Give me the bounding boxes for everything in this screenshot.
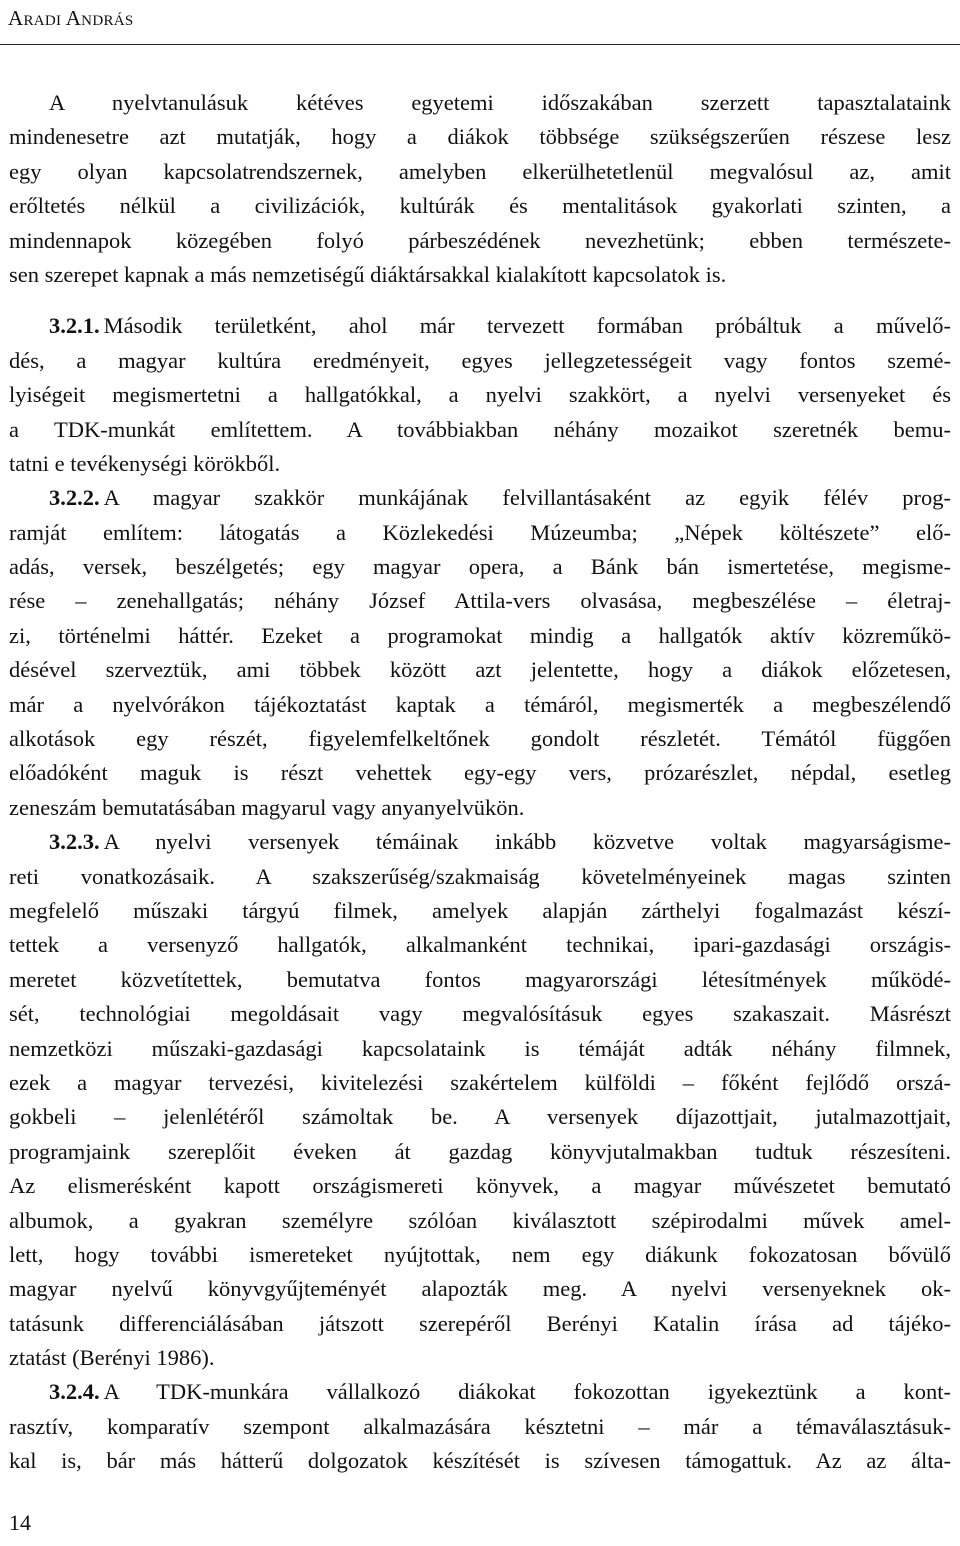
text-line [9, 120, 951, 154]
section-number: 3.2.2. [49, 485, 100, 511]
text-line [9, 1238, 951, 1272]
text-line [9, 309, 951, 343]
line-text: rése – zenehallgatás; néhány József Attila-vers olvasása, megbeszélése – életraj- [9, 588, 951, 614]
text-line [9, 653, 951, 687]
line-text: zi, történelmi háttér. Ezeket a programokat mindig a hallgatók aktív közreműkö- [9, 622, 951, 648]
line-text: ezek a magyar tervezési, kivitelezési szakértelem külföldi – főként fejlődő orszá- [9, 1069, 951, 1095]
text-line [9, 928, 951, 962]
line-text: adás, versek, beszélgetés; egy magyar opera, a Bánk bán ismertetése, megisme- [9, 554, 951, 580]
line-text: A TDK-munkára vállalkozó diákokat fokozottan igyekeztünk a kont- [103, 1379, 951, 1405]
line-text: lett, hogy további ismereteket nyújtottak, nem egy diákunk fokozatosan bővülő [9, 1241, 951, 1267]
text-line [9, 584, 951, 618]
body-text [9, 86, 951, 1479]
text-line [9, 1307, 951, 1341]
text-line [9, 756, 951, 790]
text-line [9, 825, 951, 859]
text-line [9, 86, 951, 120]
page-number: 14 [9, 1510, 31, 1535]
line-text: tatni e tevékenységi körökből. [9, 450, 281, 476]
line-text: tatásunk differenciálásában játszott szerepéről Berényi Katalin írása ad tájéko- [9, 1310, 951, 1336]
section-number: 3.2.4. [49, 1379, 100, 1405]
text-line [9, 1100, 951, 1134]
line-text: tettek a versenyző hallgatók, alkalmanként technikai, ipari-gazdasági országis- [9, 932, 951, 958]
text-line [9, 189, 951, 223]
text-line [9, 447, 951, 481]
text-line [9, 1169, 951, 1203]
line-text: erőltetés nélkül a civilizációk, kultúrák és mentalitások gyakorlati szinten, a [9, 193, 951, 219]
line-text: désével szerveztük, ami többek között azt jelentette, hogy a diákok előzetesen, [9, 657, 951, 683]
line-text: előadóként maguk is részt vehettek egy-egy vers, prózarészlet, népdal, esetleg [9, 760, 951, 786]
text-line [9, 1066, 951, 1100]
line-text: mindenesetre azt mutatják, hogy a diákok többsége szükségszerűen részese lesz [9, 124, 951, 150]
text-line [9, 550, 951, 584]
line-text: ramját említem: látogatás a Közlekedési Múzeumba; „Népek költészete” elő- [9, 519, 951, 545]
line-text: már a nyelvórákon tájékoztatást kaptak a témáról, megismerték a megbeszélendő [9, 691, 951, 717]
text-line [9, 1341, 951, 1375]
text-line [9, 619, 951, 653]
text-line [9, 722, 951, 756]
text-line [9, 481, 951, 515]
line-text: mindennapok közegében folyó párbeszédének nevezhetünk; ebben természete- [9, 227, 951, 253]
line-text: sen szerepet kapnak a más nemzetiségű diáktársakkal kialakított kapcsolatok is. [9, 261, 727, 287]
line-text: kal is, bár más hátterű dolgozatok készítését is szívesen támogattuk. Az az álta- [9, 1448, 951, 1474]
line-text: a TDK-munkát említettem. A továbbiakban néhány mozaikot szeretnék bemu- [9, 416, 951, 442]
text-line [9, 688, 951, 722]
line-text: Második területként, ahol már tervezett formában próbáltuk a művelő- [103, 313, 951, 339]
line-text: A magyar szakkör munkájának felvillantásaként az egyik félév prog- [103, 485, 951, 511]
text-line [9, 1410, 951, 1444]
text-line [9, 516, 951, 550]
text-line [9, 1272, 951, 1306]
text-line [9, 963, 951, 997]
text-line [9, 224, 951, 258]
text-line [9, 344, 951, 378]
header-rule [0, 44, 960, 45]
text-line [9, 997, 951, 1031]
text-line [9, 155, 951, 189]
line-text: nemzetközi műszaki-gazdasági kapcsolataink is témáját adták néhány filmnek, [9, 1035, 951, 1061]
line-text: A nyelvtanulásuk kétéves egyetemi időszakában szerzett tapasztalataink [49, 90, 951, 115]
running-head: Aradi András [8, 6, 134, 30]
line-text: dés, a magyar kultúra eredményeit, egyes jellegzetességeit vagy fontos szemé- [9, 347, 951, 373]
text-line [9, 378, 951, 412]
text-line [9, 258, 951, 292]
line-text: ztatást (Berényi 1986). [9, 1345, 215, 1371]
line-text: megfelelő műszaki tárgyú filmek, amelyek alapján zárthelyi fogalmazást készí- [9, 897, 951, 923]
text-line [9, 894, 951, 928]
text-line [9, 413, 951, 447]
line-text: A nyelvi versenyek témáinak inkább közvetve voltak magyarságisme- [103, 829, 951, 855]
line-text: alkotások egy részét, figyelemfelkeltőnek gondolt részletét. Témától függően [9, 726, 951, 752]
text-line [9, 1204, 951, 1238]
line-text: programjaink szereplőit éveken át gazdag könyvjutalmakban tudtuk részesíteni. [9, 1138, 951, 1164]
line-text: albumok, a gyakran személyre szólóan kiválasztott szépirodalmi művek amel- [9, 1207, 951, 1233]
text-line [9, 1032, 951, 1066]
line-text: Az elismerésként kapott országismereti könyvek, a magyar művészetet bemutató [9, 1173, 951, 1199]
line-text: reti vonatkozásaik. A szakszerűség/szakmaiság követelményeinek magas szinten [9, 863, 951, 889]
line-text: magyar nyelvű könyvgyűjteményét alapozták meg. A nyelvi versenyeknek ok- [9, 1276, 951, 1302]
line-text: meretet közvetítettek, bemutatva fontos magyarországi létesítmények működé- [9, 966, 951, 992]
line-text: zeneszám bemutatásában magyarul vagy anyanyelvükön. [9, 794, 525, 820]
text-line [9, 791, 951, 825]
text-line [9, 1135, 951, 1169]
line-text: sét, technológiai megoldásait vagy megvalósításuk egyes szakaszait. Másrészt [9, 1001, 951, 1027]
line-text: rasztív, komparatív szempont alkalmazására késztetni – már a témaválasztásuk- [9, 1413, 951, 1439]
text-line [9, 1444, 951, 1478]
section-number: 3.2.1. [49, 313, 100, 339]
text-line [9, 860, 951, 894]
line-text: gokbeli – jelenlétéről számoltak be. A versenyek díjazottjait, jutalmazottjait, [9, 1104, 951, 1130]
section-number: 3.2.3. [49, 829, 100, 855]
text-line [9, 1375, 951, 1409]
line-text: lyiségeit megismertetni a hallgatókkal, a nyelvi szakkört, a nyelvi versenyeket és [9, 382, 951, 408]
line-text: egy olyan kapcsolatrendszernek, amelyben elkerülhetetlenül megvalósul az, amit [9, 158, 951, 184]
